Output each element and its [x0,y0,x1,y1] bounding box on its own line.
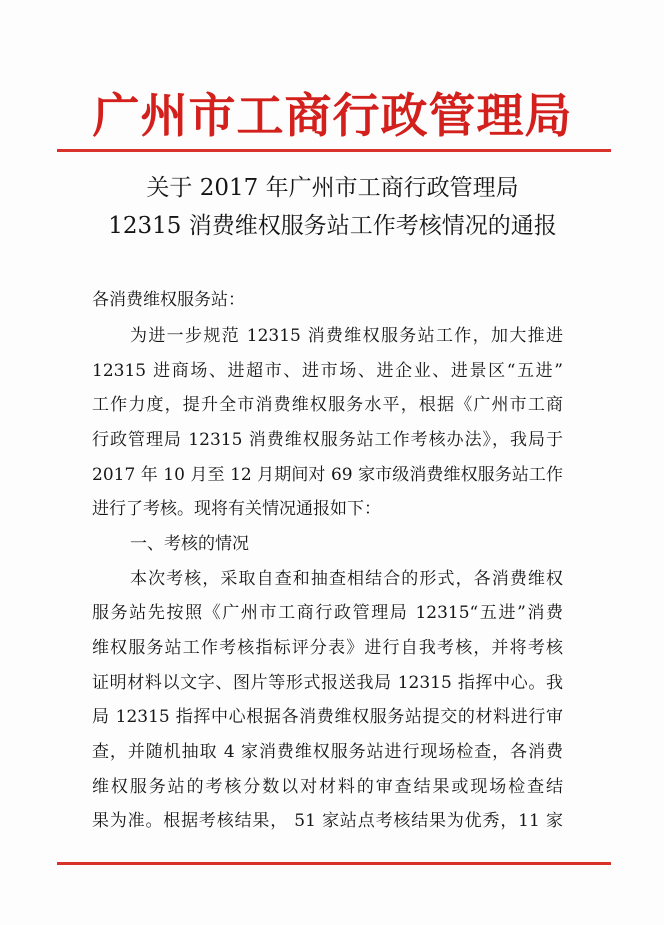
body-line: 维权服务站的考核分数以对材料的审查结果或现场检查结 [92,777,563,797]
footer-red-rule [57,862,611,865]
body-line: 2017 年 10 月至 12 月期间对 69 家市级消费维权服务站工作 [92,465,563,485]
body-line: 进行了考核。现将有关情况通报如下： [92,499,381,519]
body-line: 服务站先按照《广州市工商行政管理局 12315“五进”消费 [92,603,563,623]
body-line: 果为准。根据考核结果， 51 家站点考核结果为优秀，11 家 [92,811,563,831]
body-line: 12315 进商场、进超市、进市场、进企业、进景区“五进” [92,361,563,381]
body-line: 行政管理局 12315 消费维权服务站工作考核办法》，我局于 [92,430,563,450]
body-line: 维权服务站工作考核指标评分表》进行自我考核，并将考核 [92,638,563,658]
body-line: 查，并随机抽取 4 家消费维权服务站进行现场检查，各消费 [92,742,563,762]
section-heading: 一、考核的情况 [130,534,249,554]
salutation: 各消费维权服务站： [92,290,245,310]
document-title-line-1: 关于 2017 年广州市工商行政管理局 [146,175,519,201]
body-line: 为进一步规范 12315 消费维权服务站工作，加大推进 [130,326,563,346]
body-line: 工作力度，提升全市消费维权服务水平，根据《广州市工商 [92,395,563,415]
letterhead-red-rule [57,149,611,152]
org-letterhead-title: 广州市工商行政管理局 [92,89,573,144]
body-line: 本次考核，采取自查和抽查相结合的形式，各消费维权 [130,569,563,589]
document-title-line-2: 12315 消费维权服务站工作考核情况的通报 [108,213,557,239]
body-line: 局 12315 指挥中心根据各消费维权服务站提交的材料进行审 [92,707,563,727]
body-line: 证明材料以文字、图片等形式报送我局 12315 指挥中心。我 [92,673,563,693]
